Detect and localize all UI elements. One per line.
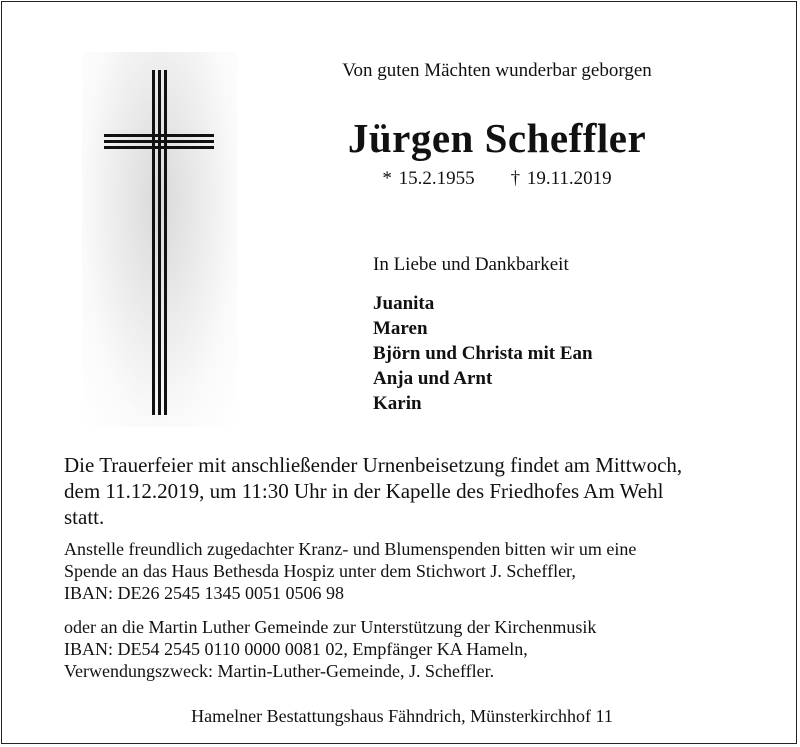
mourner: Maren: [373, 318, 428, 339]
mourners-list: [373, 291, 593, 416]
gratitude-line: In Liebe und Dankbarkeit: [373, 254, 569, 275]
death-date: † 19.11.2019: [510, 168, 612, 189]
donation-line: oder an die Martin Luther Gemeinde zur Unterstützung der Kirchenmusik: [64, 617, 597, 637]
donation-line: IBAN: DE26 2545 1345 0051 0506 98: [64, 583, 344, 603]
donation-alt-info: [64, 616, 764, 682]
donation-info: [64, 538, 764, 604]
notice-frame: [1, 1, 797, 744]
donation-line: Spende an das Haus Bethesda Hospiz unter dem Stichwort J. Scheffler,: [64, 561, 576, 581]
mourner: Björn und Christa mit Ean: [373, 343, 593, 364]
donation-line: Anstelle freundlich zugedachter Kranz- und Blumenspenden bitten wir um eine: [64, 539, 637, 559]
life-dates: [302, 168, 692, 190]
undertaker: Hamelner Bestattungshaus Fähndrich, Münsterkirchhof 11: [191, 706, 613, 726]
cross-icon: [82, 52, 237, 427]
deceased-name: Jürgen Scheffler: [347, 115, 647, 161]
service-line: dem 11.12.2019, um 11:30 Uhr in der Kapelle des Friedhofes Am Wehl: [64, 479, 664, 503]
service-line: Die Trauerfeier mit anschließender Urnenbeisetzung findet am Mittwoch,: [64, 453, 683, 477]
mourner: Juanita: [373, 293, 435, 314]
mourner: Anja und Arnt: [373, 368, 493, 389]
service-info: [64, 452, 764, 530]
motto: Von guten Mächten wunderbar geborgen: [342, 60, 652, 81]
mourner: Karin: [373, 393, 422, 414]
donation-line: IBAN: DE54 2545 0110 0000 0081 02, Empfänger KA Hameln,: [64, 639, 528, 659]
donation-line: Verwendungszweck: Martin-Luther-Gemeinde, J. Scheffler.: [64, 661, 495, 681]
cross-background: [82, 52, 237, 427]
birth-date: * 15.2.1955: [382, 168, 475, 189]
service-line: statt.: [64, 505, 105, 529]
